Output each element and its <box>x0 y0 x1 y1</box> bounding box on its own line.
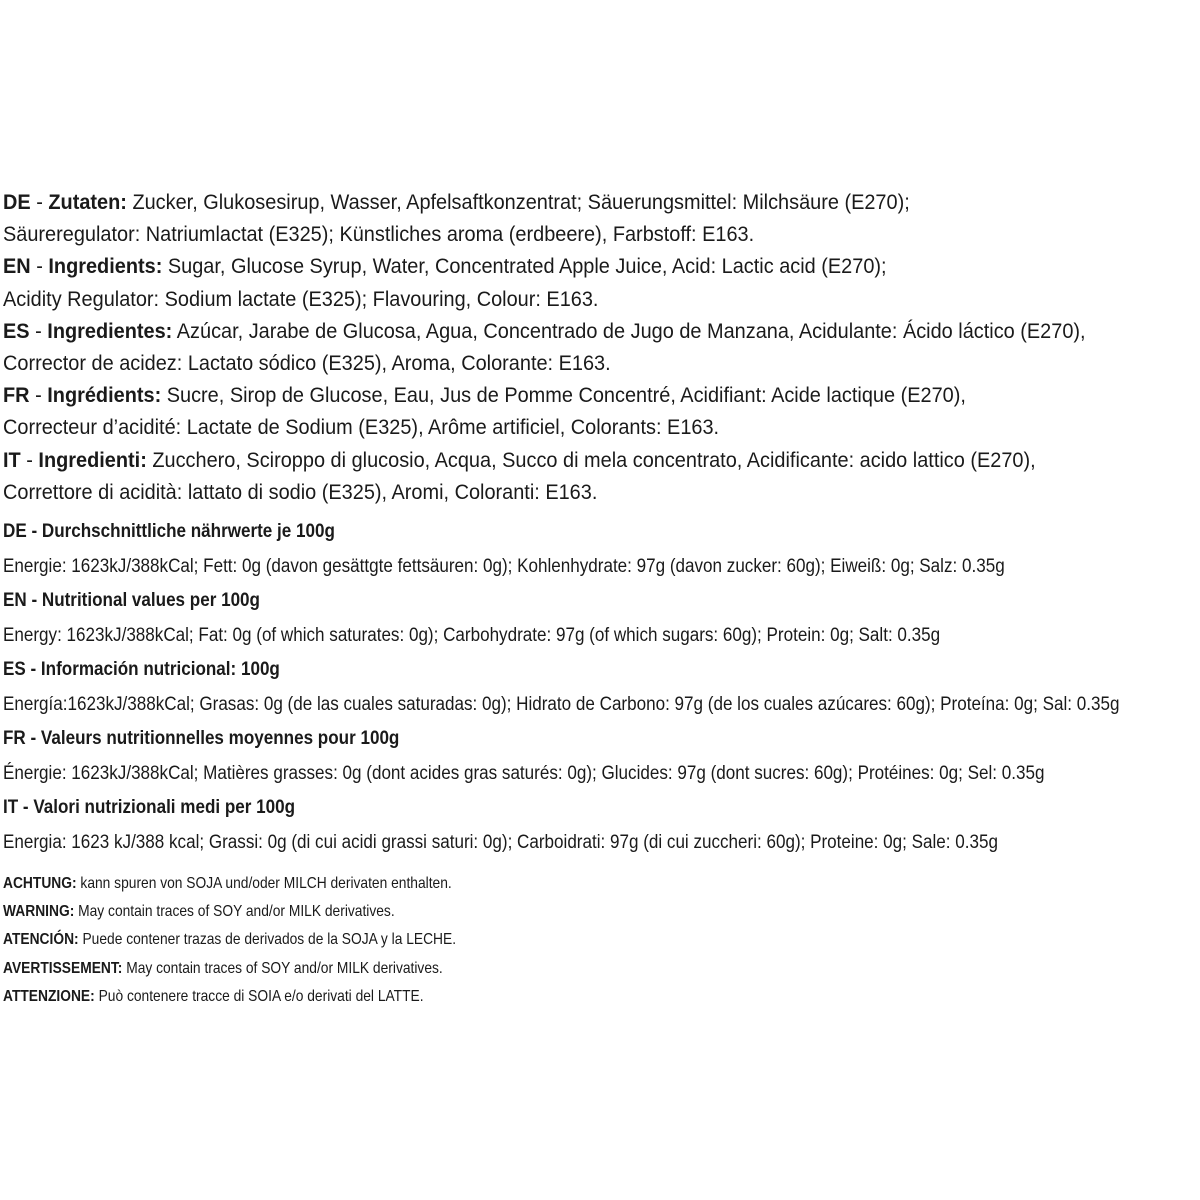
warning-text: Puede contener trazas de derivados de la SOJA y la LECHE. <box>78 931 457 949</box>
separator: - <box>20 447 39 472</box>
ingredients-text: Azúcar, Jarabe de Glucosa, Agua, Concentrado de Jugo de Manzana, Acidulante: Ácido láctico (E270), <box>172 318 1086 343</box>
language-code: EN <box>3 254 31 279</box>
nutrition-en <box>3 584 1199 653</box>
warning-text: kann spuren von SOJA und/oder MILCH derivaten enthalten. <box>76 875 452 893</box>
ingredients-line <box>3 379 1121 411</box>
language-code: ES <box>3 318 30 343</box>
nutrition-section <box>3 515 1199 860</box>
ingredients-line <box>3 315 1121 347</box>
language-code: DE <box>3 190 31 214</box>
allergen-warnings-section <box>3 870 1199 1011</box>
ingredients-heading: Ingredients: <box>48 254 163 279</box>
nutrition-values: Energie: 1623kJ/388kCal; Fett: 0g (davon gesättgte fettsäuren: 0g); Kohlenhydrate: 97g (davon zucker: 60g); Eiweiß: 0g; Salz: 0.35g <box>3 555 1005 577</box>
ingredients-es <box>3 315 1199 379</box>
ingredients-de <box>3 186 1199 250</box>
ingredients-text: Zucchero, Sciroppo di glucosio, Acqua, Succo di mela concentrato, Acidificante: acido lattico (E270), <box>146 447 1036 472</box>
nutrition-de <box>3 515 1199 584</box>
separator: - <box>30 190 49 214</box>
warning-text: Può contenere tracce di SOIA e/o derivati del LATTE. <box>94 987 424 1005</box>
allergen-warning-fr <box>3 955 1061 983</box>
ingredients-heading: Ingredientes: <box>47 318 173 343</box>
allergen-warning-de <box>3 870 1061 898</box>
nutrition-values: Énergie: 1623kJ/388kCal; Matières grasses: 0g (dont acides gras saturés: 0g); Glucides: 97g (dont sucres: 60g); Protéines: 0g; Sel: 0.35g <box>3 762 1045 784</box>
label-text-block <box>3 186 1199 1011</box>
ingredients-it <box>3 444 1199 508</box>
nutrition-heading: FR - Valeurs nutritionnelles moyennes pour 100g <box>3 728 400 750</box>
allergen-warning-es <box>3 926 1061 954</box>
ingredients-line <box>3 186 1121 218</box>
language-code: IT <box>3 447 21 472</box>
ingredients-text: Zucker, Glukosesirup, Wasser, Apfelsaftkonzentrat; Säuerungsmittel: Milchsäure (E270); <box>126 190 910 214</box>
ingredients-text: Acidity Regulator: Sodium lactate (E325); Flavouring, Colour: E163. <box>3 286 599 311</box>
separator: - <box>29 383 48 408</box>
warning-label: AVERTISSEMENT: <box>3 959 123 977</box>
ingredients-text: Corrector de acidez: Lactato sódico (E325), Aroma, Colorante: E163. <box>3 351 611 376</box>
nutrition-es <box>3 653 1199 722</box>
warning-text: May contain traces of SOY and/or MILK derivatives. <box>122 959 443 977</box>
warning-label: ATTENZIONE: <box>3 987 95 1005</box>
nutrition-values: Energy: 1623kJ/388kCal; Fat: 0g (of which saturates: 0g); Carbohydrate: 97g (of which sugars: 60g); Protein: 0g; Salt: 0.35g <box>3 624 941 646</box>
ingredients-text: Correttore di acidità: lattato di sodio (E325), Aromi, Coloranti: E163. <box>3 479 598 504</box>
warning-label: WARNING: <box>3 903 75 921</box>
ingredients-heading: Ingrédients: <box>47 383 162 408</box>
language-code: FR <box>3 383 30 408</box>
ingredients-text: Säureregulator: Natriumlactat (E325); Künstliches aroma (erdbeere), Farbstoff: E163. <box>3 222 755 247</box>
nutrition-heading: ES - Información nutricional: 100g <box>3 659 280 681</box>
ingredients-text: Correcteur d’acidité: Lactate de Sodium (E325), Arôme artificiel, Colorants: E163. <box>3 415 720 440</box>
warning-text: May contain traces of SOY and/or MILK derivatives. <box>74 903 395 921</box>
nutrition-heading: IT - Valori nutrizionali medi per 100g <box>3 797 296 819</box>
ingredients-text: Sugar, Glucose Syrup, Water, Concentrated Apple Juice, Acid: Lactic acid (E270); <box>162 254 887 279</box>
ingredients-text: Sucre, Sirop de Glucose, Eau, Jus de Pomme Concentré, Acidifiant: Acide lactique (E270), <box>161 383 966 408</box>
nutrition-heading: EN - Nutritional values per 100g <box>3 590 260 612</box>
allergen-warning-it <box>3 983 1061 1011</box>
allergen-warning-en <box>3 898 1061 926</box>
ingredients-fr <box>3 379 1199 443</box>
separator: - <box>29 318 48 343</box>
ingredients-heading: Zutaten: <box>48 190 127 214</box>
separator: - <box>30 254 49 279</box>
nutrition-fr <box>3 722 1199 791</box>
warning-label: ACHTUNG: <box>3 875 77 893</box>
nutrition-heading: DE - Durchschnittliche nährwerte je 100g <box>3 521 335 543</box>
ingredients-line <box>3 250 1121 282</box>
ingredients-section <box>3 186 1199 508</box>
nutrition-values: Energia: 1623 kJ/388 kcal; Grassi: 0g (di cui acidi grassi saturi: 0g); Carboidrati: 97g (di cui zuccheri: 60g); Proteine: 0g; Sale: 0.35g <box>3 831 998 853</box>
nutrition-values: Energía:1623kJ/388kCal; Grasas: 0g (de las cuales saturadas: 0g); Hidrato de Carbono: 97g (de los cuales azúcares: 60g); Proteína: 0g; Sal: 0.35g <box>3 693 1120 715</box>
nutrition-it <box>3 791 1199 860</box>
ingredients-en <box>3 250 1199 314</box>
warning-label: ATENCIÓN: <box>3 931 79 949</box>
ingredients-line <box>3 444 1121 476</box>
ingredients-heading: Ingredienti: <box>38 447 147 472</box>
